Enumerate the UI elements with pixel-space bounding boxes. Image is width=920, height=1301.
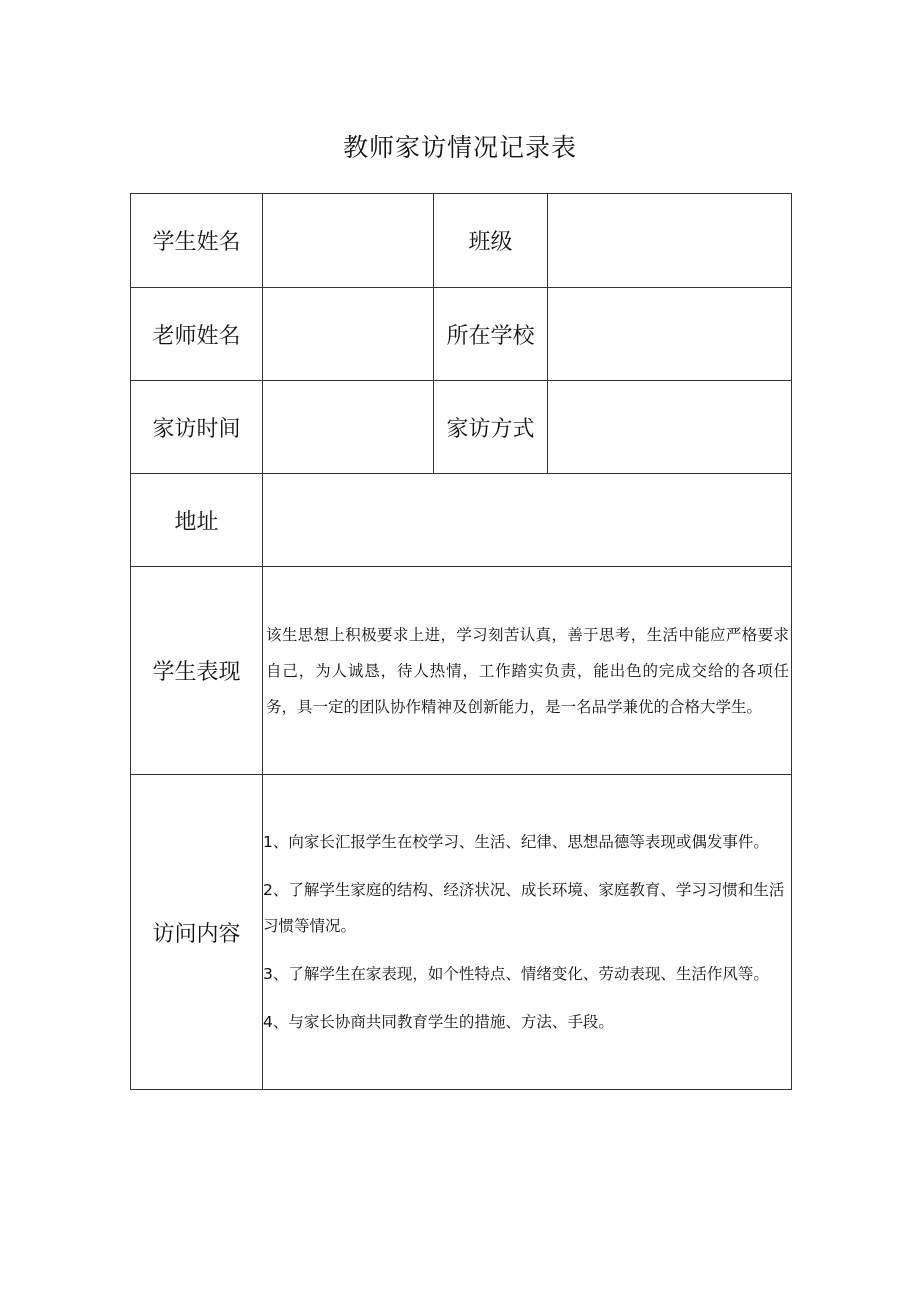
visit-record-table (130, 193, 792, 1090)
visit-time-label: 家访时间 (131, 381, 263, 474)
visit-item: 3、了解学生在家表现，如个性特点、情绪变化、劳动表现、生活作风等。 (263, 965, 769, 983)
address-label: 地址 (131, 474, 263, 567)
school-field[interactable] (548, 288, 792, 381)
class-label: 班级 (434, 194, 548, 288)
school-label: 所在学校 (434, 288, 548, 381)
performance-label: 学生表现 (131, 567, 263, 775)
visit-item: 1、向家长汇报学生在校学习、生活、纪律、思想品德等表现或偶发事件。 (263, 833, 769, 851)
visit-time-field[interactable] (263, 381, 434, 474)
student-name-field[interactable] (263, 194, 434, 288)
table-row (131, 775, 792, 1090)
visit-method-field[interactable] (548, 381, 792, 474)
visit-content-label: 访问内容 (131, 775, 263, 1090)
student-name-label: 学生姓名 (131, 194, 263, 288)
address-field[interactable] (263, 474, 792, 567)
table-row (131, 288, 792, 381)
class-field[interactable] (548, 194, 792, 288)
visit-item: 4、与家长协商共同教育学生的措施、方法、手段。 (263, 1013, 614, 1031)
performance-cell[interactable] (263, 567, 792, 775)
table-row (131, 381, 792, 474)
page-title: 教师家访情况记录表 (342, 133, 577, 162)
table-row (131, 567, 792, 775)
teacher-name-field[interactable] (263, 288, 434, 381)
table-row (131, 194, 792, 288)
visit-method-label: 家访方式 (434, 381, 548, 474)
performance-text: 该生思想上积极要求上进，学习刻苦认真，善于思考，生活中能应严格要求自己，为人诚恳，待人热情，工作踏实负责，能出色的完成交给的各项任务，具一定的团队协作精神及创新能力，是一名品学兼优的合格大学生。 (266, 625, 789, 716)
visit-content-cell[interactable] (263, 775, 792, 1090)
teacher-name-label: 老师姓名 (131, 288, 263, 381)
table-row (131, 474, 792, 567)
visit-item: 2、了解学生家庭的结构、经济状况、成长环境、家庭教育、学习习惯和生活习惯等情况。 (263, 881, 785, 935)
